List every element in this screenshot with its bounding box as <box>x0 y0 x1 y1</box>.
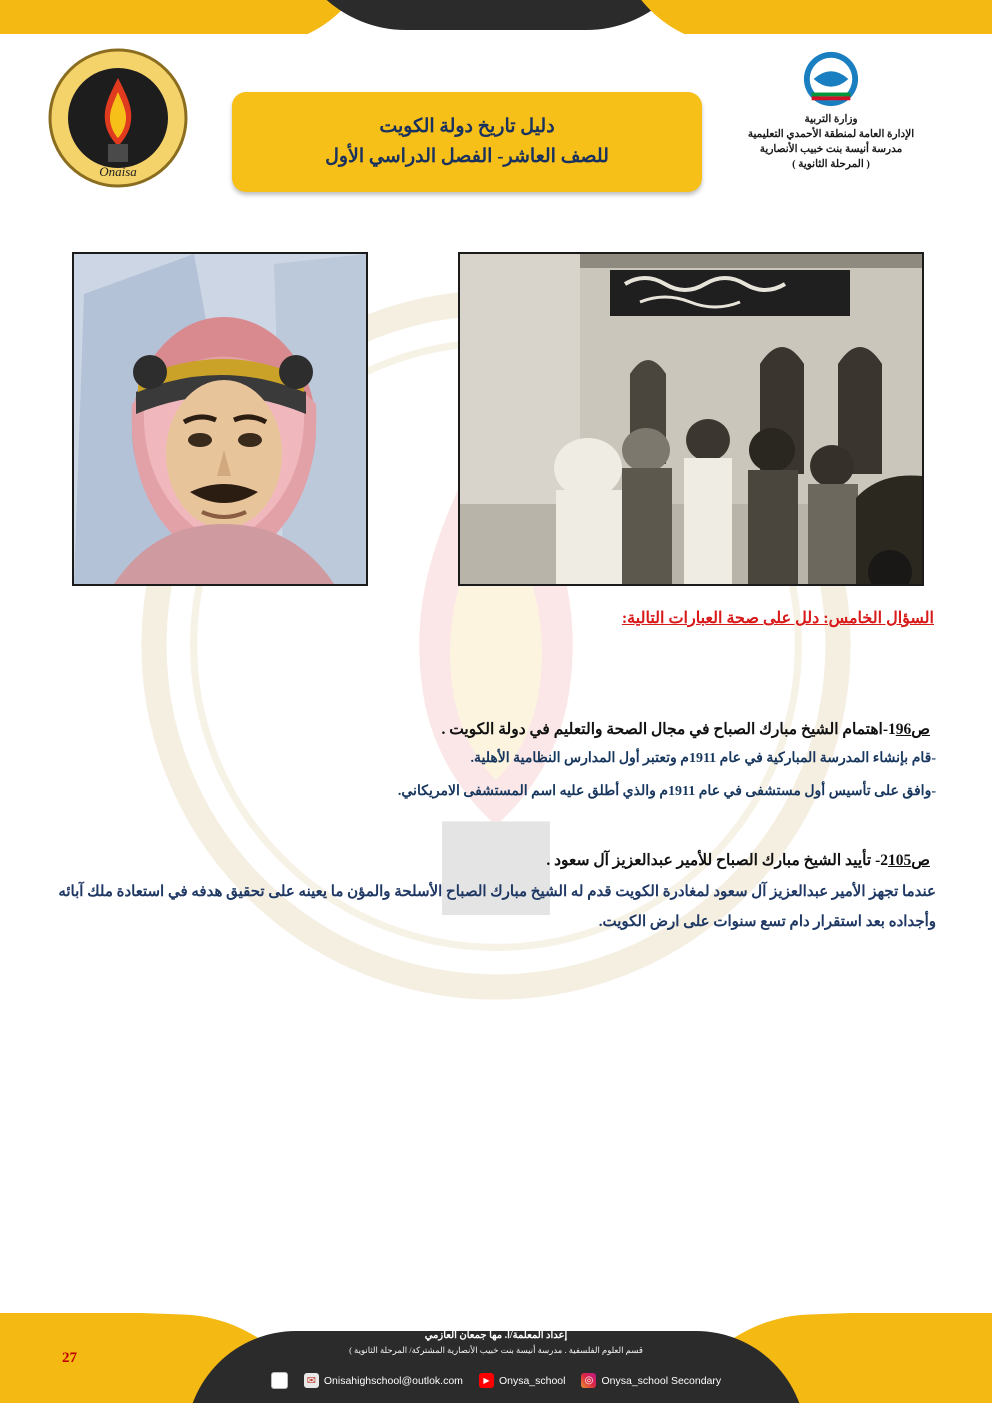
instagram-text: Onysa_school Secondary <box>601 1374 722 1387</box>
footer-social-row <box>0 1372 992 1389</box>
bottom-decoration-band <box>0 1313 992 1403</box>
school-logo <box>48 48 188 188</box>
email-link[interactable] <box>304 1373 463 1388</box>
title-line-1: دليل تاريخ دولة الكويت <box>379 116 555 137</box>
questions-content <box>56 720 936 941</box>
ministry-line-2: الإدارة العامة لمنطقة الأحمدي التعليمية <box>747 129 915 140</box>
top-decoration-band <box>0 0 992 34</box>
image-row <box>0 252 992 587</box>
question-item-2 <box>56 851 936 937</box>
svg-text:Onaisa: Onaisa <box>99 164 137 179</box>
ministry-line-3: مدرسة أنيسة بنت خبيب الأنصارية <box>759 144 903 155</box>
question-1-text: 1-اهتمام الشيخ مبارك الصباح في مجال الصحة والتعليم في دولة الكويت . <box>441 721 896 738</box>
ministry-block <box>706 50 956 172</box>
ministry-line-1: وزارة التربية <box>804 114 858 125</box>
footer-credit-line-1: إعداد المعلمة/أ. مها جمعان العازمي <box>424 1330 568 1341</box>
qr-code-icon <box>271 1372 288 1389</box>
document-title-box <box>232 92 702 192</box>
youtube-link[interactable] <box>479 1373 566 1388</box>
portrait-photo <box>72 252 368 586</box>
title-line-2: للصف العاشر- الفصل الدراسي الأول <box>325 146 609 167</box>
page-number: 27 <box>62 1350 77 1366</box>
question-2-answer-1: عندما تجهز الأمير عبدالعزيز آل سعود لمغادرة الكويت قدم له الشيخ مبارك الصباح الأسلحة والمؤن ما يعينه على تحقيق هدفه في استعادة ملك آبائه وأجداده بعد استقرار دام تسع سنوات على ارض الكويت. <box>58 884 936 930</box>
question-2-text: 2- تأييد الشيخ مبارك الصباح للأمير عبدالعزيز آل سعود . <box>546 852 888 869</box>
ministry-line-4: ( المرحلة الثانوية ) <box>792 159 870 170</box>
ministry-logo-icon <box>802 50 860 108</box>
youtube-icon <box>479 1373 494 1388</box>
footer-credit <box>0 1329 992 1357</box>
instagram-icon <box>581 1373 596 1388</box>
email-text: Onisahighschool@outlok.com <box>323 1374 463 1387</box>
question-1-answer-2: -وافق على تأسيس أول مستشفى في عام 1911م والذي أطلق عليه اسم المستشفى الامريكاني. <box>397 784 936 799</box>
youtube-text: Onysa_school <box>498 1374 566 1387</box>
question-1-page-ref: ص96 <box>895 721 930 738</box>
footer-credit-line-2: قسم العلوم الفلسفية . مدرسة أنيسة بنت خبيب الأنصارية المشتركة/ المرحلة الثانوية ) <box>349 1345 643 1355</box>
question-heading: السؤال الخامس: دلل على صحة العبارات التالية: <box>621 610 934 627</box>
email-icon <box>304 1373 319 1388</box>
question-item-1 <box>56 720 936 805</box>
page-header <box>0 30 992 200</box>
historical-photo <box>458 252 924 586</box>
question-1-answer-1: -قام بإنشاء المدرسة المباركية في عام 1911م وتعتبر أول المدارس النظامية الأهلية. <box>470 751 936 766</box>
question-2-page-ref: ص105 <box>888 852 930 869</box>
instagram-link[interactable] <box>581 1373 721 1388</box>
